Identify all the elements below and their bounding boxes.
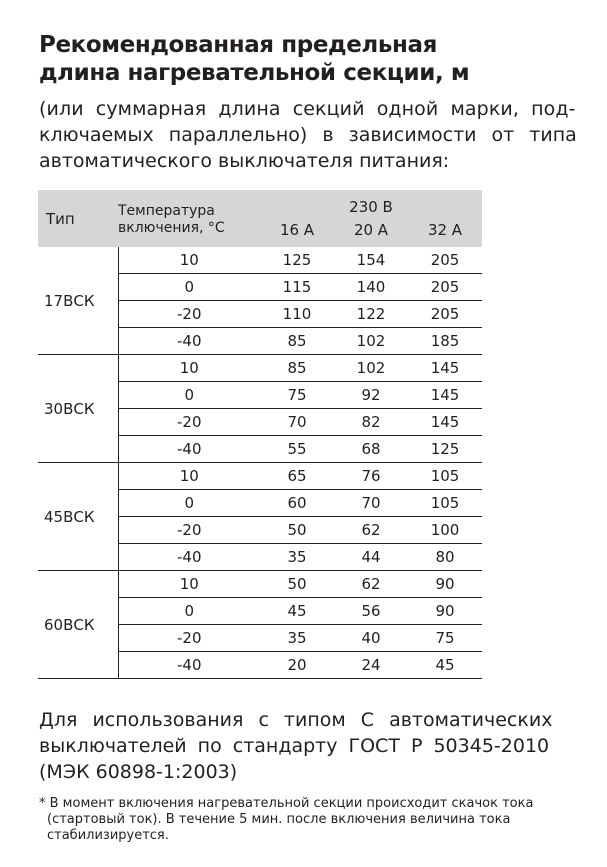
header-temperature-line: Температура [118, 203, 215, 219]
type-cell: 30ВСК [38, 355, 118, 463]
value-16a-cell: 20 [260, 652, 334, 679]
header-amp-32: 32 А [408, 217, 482, 247]
header-voltage: 230 В [260, 190, 482, 217]
value-32a-cell: 80 [408, 544, 482, 571]
value-20a-cell: 92 [334, 382, 408, 409]
note-line: выключателей по стандарту ГОСТ Р 50345-2010 [39, 735, 550, 757]
type-cell: 17ВСК [38, 247, 118, 355]
value-16a-cell: 55 [260, 436, 334, 463]
value-16a-cell: 110 [260, 301, 334, 328]
table-body [38, 247, 482, 679]
length-table [38, 190, 482, 679]
value-20a-cell: 68 [334, 436, 408, 463]
value-32a-cell: 145 [408, 382, 482, 409]
value-20a-cell: 102 [334, 328, 408, 355]
value-16a-cell: 35 [260, 625, 334, 652]
note-line: (МЭК 60898-1:2003) [39, 761, 238, 783]
value-32a-cell: 100 [408, 517, 482, 544]
value-32a-cell: 205 [408, 274, 482, 301]
value-20a-cell: 24 [334, 652, 408, 679]
value-20a-cell: 76 [334, 463, 408, 490]
value-20a-cell: 82 [334, 409, 408, 436]
temperature-cell: -40 [118, 652, 260, 679]
temperature-cell: -20 [118, 625, 260, 652]
value-20a-cell: 70 [334, 490, 408, 517]
footnote-line: (стартовый ток). В течение 5 мин. после включения величина тока [47, 812, 511, 827]
temperature-cell: 10 [118, 247, 260, 274]
title-line: Рекомендованная предельная [39, 32, 437, 58]
value-16a-cell: 70 [260, 409, 334, 436]
temperature-cell: 0 [118, 490, 260, 517]
value-16a-cell: 50 [260, 571, 334, 598]
subtitle [39, 96, 577, 174]
subtitle-line: автоматического выключателя питания: [39, 150, 450, 172]
value-16a-cell: 75 [260, 382, 334, 409]
temperature-cell: -40 [118, 328, 260, 355]
value-16a-cell: 60 [260, 490, 334, 517]
value-16a-cell: 125 [260, 247, 334, 274]
subtitle-line: (или суммарная длина секций одной марки, под- [39, 98, 576, 120]
value-32a-cell: 90 [408, 598, 482, 625]
value-16a-cell: 50 [260, 517, 334, 544]
table-row [38, 247, 482, 274]
value-32a-cell: 105 [408, 490, 482, 517]
value-32a-cell: 45 [408, 652, 482, 679]
table-row [38, 463, 482, 490]
value-32a-cell: 185 [408, 328, 482, 355]
value-32a-cell: 105 [408, 463, 482, 490]
value-20a-cell: 102 [334, 355, 408, 382]
temperature-cell: -40 [118, 544, 260, 571]
value-32a-cell: 125 [408, 436, 482, 463]
value-16a-cell: 85 [260, 328, 334, 355]
value-20a-cell: 44 [334, 544, 408, 571]
temperature-cell: 10 [118, 355, 260, 382]
temperature-cell: -20 [118, 301, 260, 328]
value-16a-cell: 115 [260, 274, 334, 301]
value-32a-cell: 205 [408, 247, 482, 274]
type-cell: 60ВСК [38, 571, 118, 679]
value-16a-cell: 35 [260, 544, 334, 571]
value-32a-cell: 75 [408, 625, 482, 652]
page-title [39, 31, 579, 87]
value-20a-cell: 62 [334, 517, 408, 544]
header-temperature-line: включения, °С [118, 220, 225, 236]
value-32a-cell: 145 [408, 355, 482, 382]
header-amp-20: 20 А [334, 217, 408, 247]
header-temperature [118, 190, 260, 247]
temperature-cell: 0 [118, 274, 260, 301]
temperature-cell: -20 [118, 409, 260, 436]
title-line: длина нагревательной секции, м [39, 60, 470, 86]
temperature-cell: 0 [118, 598, 260, 625]
temperature-cell: -40 [118, 436, 260, 463]
value-32a-cell: 145 [408, 409, 482, 436]
header-type: Тип [38, 190, 118, 247]
value-16a-cell: 65 [260, 463, 334, 490]
header-amp-16: 16 А [260, 217, 334, 247]
temperature-cell: -20 [118, 517, 260, 544]
value-20a-cell: 122 [334, 301, 408, 328]
value-20a-cell: 154 [334, 247, 408, 274]
table-row [38, 571, 482, 598]
footnote [39, 796, 574, 844]
type-cell: 45ВСК [38, 463, 118, 571]
subtitle-line: ключаемых параллельно) в зависимости от типа [39, 124, 577, 146]
value-20a-cell: 62 [334, 571, 408, 598]
temperature-cell: 10 [118, 463, 260, 490]
value-20a-cell: 56 [334, 598, 408, 625]
temperature-cell: 10 [118, 571, 260, 598]
value-32a-cell: 90 [408, 571, 482, 598]
value-32a-cell: 205 [408, 301, 482, 328]
footnote-line: * В момент включения нагревательной секции происходит скачок тока [39, 796, 534, 811]
footnote-line: стабилизируется. [47, 828, 169, 843]
value-16a-cell: 85 [260, 355, 334, 382]
usage-note [39, 707, 564, 785]
value-16a-cell: 45 [260, 598, 334, 625]
note-line: Для использования с типом С автоматических [39, 709, 553, 731]
table-row [38, 355, 482, 382]
value-20a-cell: 140 [334, 274, 408, 301]
value-20a-cell: 40 [334, 625, 408, 652]
temperature-cell: 0 [118, 382, 260, 409]
